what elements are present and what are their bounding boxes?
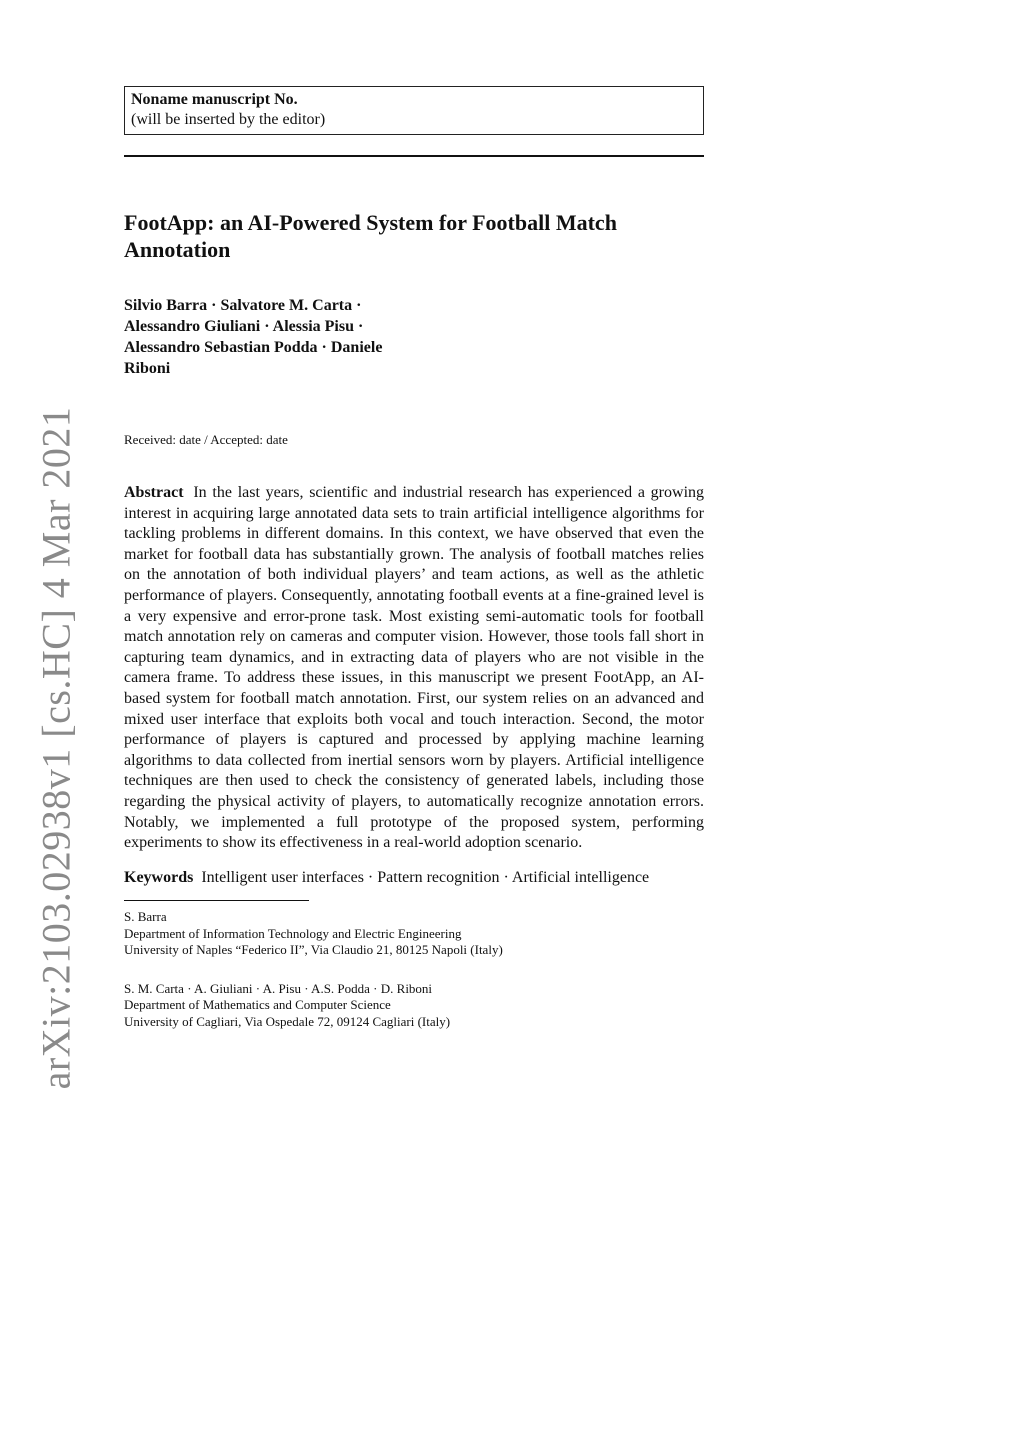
affiliation-department: Department of Mathematics and Computer Science	[124, 997, 391, 1013]
manuscript-editor-note: (will be inserted by the editor)	[131, 111, 326, 128]
affiliation-block	[124, 909, 704, 959]
affiliation-university: University of Naples “Federico II”, Via Claudio 21, 80125 Napoli (Italy)	[124, 942, 503, 958]
paper-title-line-1: FootApp: an AI-Powered System for Football Match	[124, 210, 617, 235]
footnote-rule	[124, 900, 309, 901]
arxiv-side-stamp: arXiv:2103.02938v1 [cs.HC] 4 Mar 2021	[33, 406, 79, 1090]
author-line-3: Alessandro Sebastian Podda · Daniele	[124, 339, 383, 356]
received-accepted-date: Received: date / Accepted: date	[124, 432, 288, 447]
header-rule	[124, 155, 704, 157]
author-line-4: Riboni	[124, 360, 171, 377]
paper-title-line-2: Annotation	[124, 237, 231, 262]
author-list	[124, 295, 704, 379]
author-line-2: Alessandro Giuliani · Alessia Pisu ·	[124, 318, 364, 335]
paper-content	[124, 86, 704, 1030]
keywords-heading: Keywords	[124, 868, 194, 886]
affiliation-university: University of Cagliari, Via Ospedale 72, 09124 Cagliari (Italy)	[124, 1013, 451, 1029]
keywords	[124, 868, 704, 889]
affiliation-department: Department of Information Technology and Electric Engineering	[124, 925, 462, 941]
affiliation-block	[124, 981, 704, 1031]
abstract	[124, 483, 704, 854]
abstract-heading: Abstract	[124, 484, 184, 501]
paper-title	[124, 209, 704, 263]
affiliation-names: S. M. Carta · A. Giuliani · A. Pisu · A.S. Podda · D. Riboni	[124, 980, 433, 996]
manuscript-number-box	[124, 86, 704, 135]
affiliation-names: S. Barra	[124, 909, 167, 925]
manuscript-number-label: Noname manuscript No.	[131, 91, 298, 108]
abstract-text: In the last years, scientific and industrial research has experienced a growing interest in acquiring large annotated data sets to train artificial intelligence algorithms for tackling problems in different domains. In this context, we have observed that even the market for football data has substantially grown. The analysis of football matches relies on the annotation of both individual players’ and team actions, as well as the athletic performance of players. Consequently, annotating football events at a fine-grained level is a very expensive and error-prone task. Most existing semi-automatic tools for football match annotation rely on cameras and computer vision. However, those tools fall short in capturing team dynamics, and in extracting data of players who are not visible in the camera frame. To address these issues, in this manuscript we present FootApp, an AI-based system for football match annotation. First, our system relies on an advanced and mixed user interface that exploits both vocal and touch interaction. Second, the motor performance of players is captured and processed by applying machine learning algorithms to data collected from inertial sensors worn by players. Artificial intelligence techniques are then used to check the consistency of generated labels, including those regarding the physical activity of players, to automatically recognize annotation errors. Notably, we implemented a full prototype of the proposed system, performing experiments to show its effectiveness in a real-world adoption scenario.	[124, 484, 705, 852]
keywords-text: Intelligent user interfaces · Pattern recognition · Artificial intelligence	[201, 868, 650, 886]
author-line-1: Silvio Barra · Salvatore M. Carta ·	[124, 297, 362, 314]
